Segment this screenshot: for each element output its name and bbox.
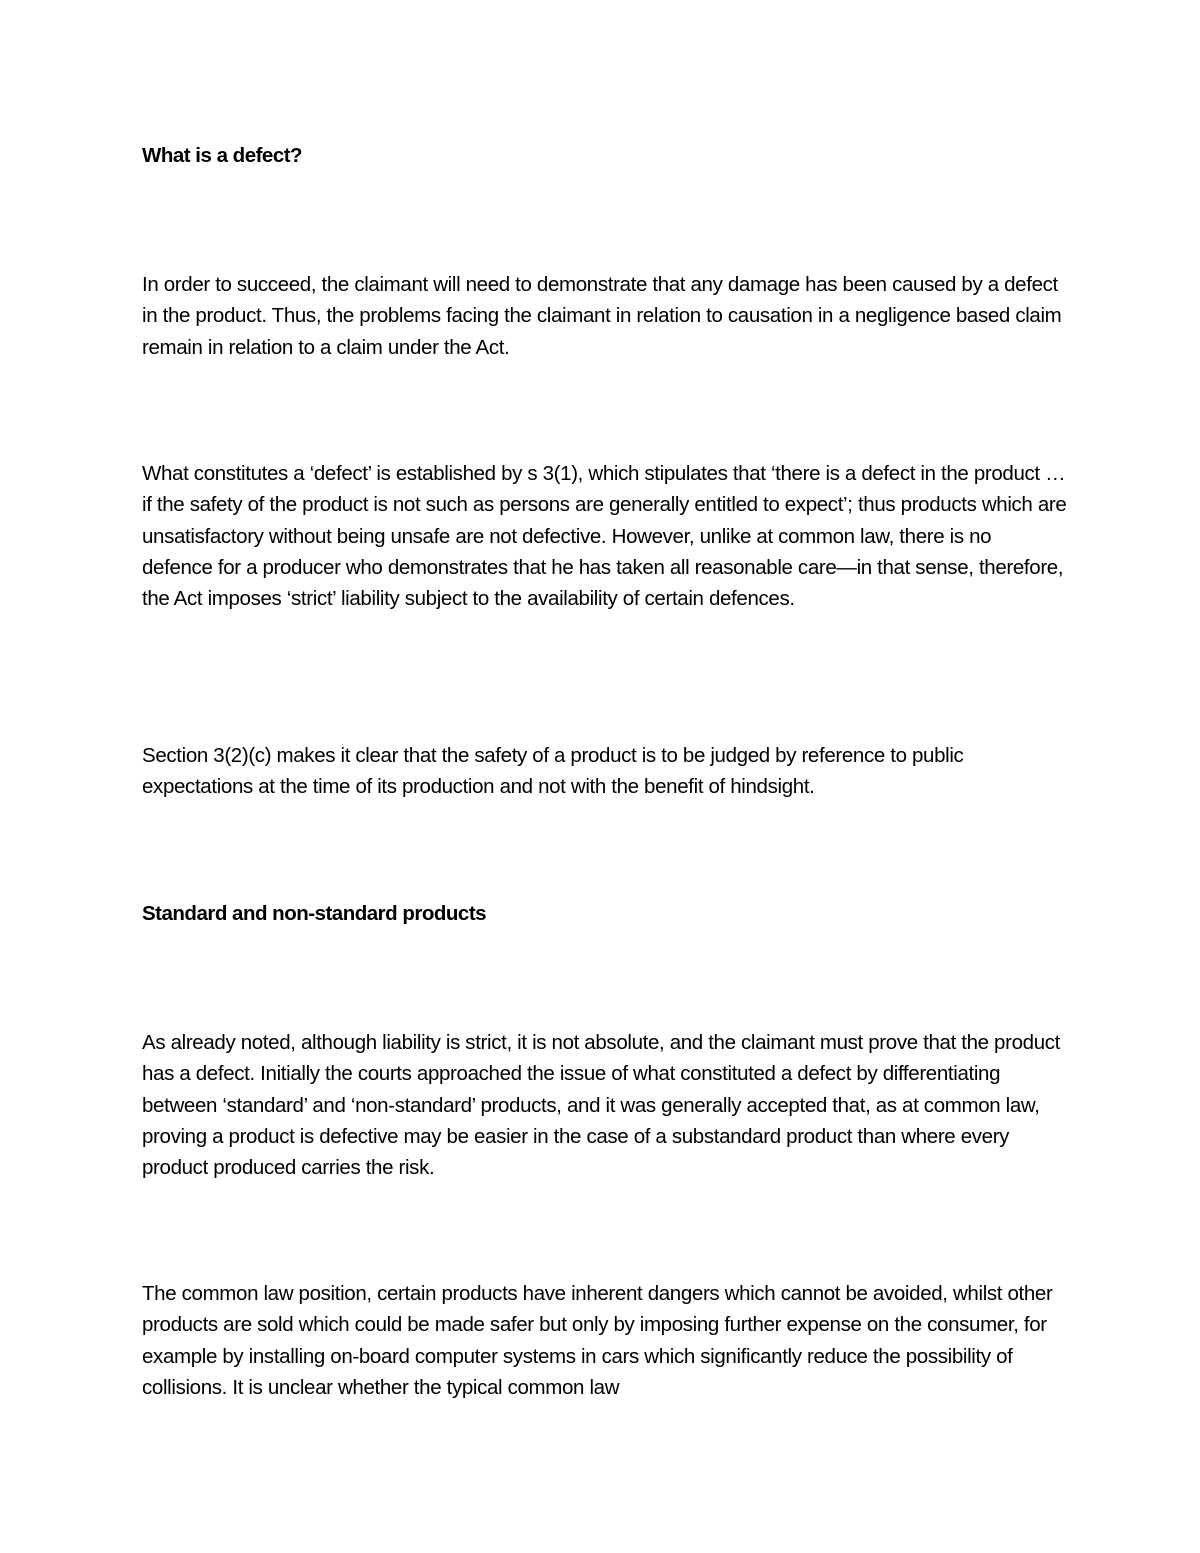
heading-what-is-a-defect: What is a defect? <box>142 144 303 167</box>
paragraph-causation: In order to succeed, the claimant will need to demonstrate that any damage has been caused by a defect in the product. Thus, the problems facing the claimant in relation to causation in a negligence based claim remain in relation to a claim under the Act. <box>142 273 1062 359</box>
paragraph-common-law-position: The common law position, certain products have inherent dangers which cannot be avoided, whilst other products are sold which could be made safer but only by imposing further expense on the consumer, for example by installing on-board computer systems in cars which significantly reduce the possibility of collisions. It is unclear whether the typical common law <box>142 1282 1053 1399</box>
paragraph-section-3-2-c: Section 3(2)(c) makes it clear that the safety of a product is to be judged by reference to public expectations at the time of its production and not with the benefit of hindsight. <box>142 744 964 799</box>
paragraph-standard-products: As already noted, although liability is strict, it is not absolute, and the claimant must prove that the product has a defect. Initially the courts approached the issue of what constituted a defect by differentiating between ‘standard’ and ‘non-standard’ products, and it was generally accepted that, as at common law, proving a product is defective may be easier in the case of a substandard product than where every product produced carries the risk. <box>142 1031 1060 1180</box>
heading-standard-products: Standard and non-standard products <box>142 902 487 925</box>
paragraph-defect-definition: What constitutes a ‘defect’ is established by s 3(1), which stipulates that ‘there is a defect in the product … if the safety of the product is not such as persons are generally entitled to expect’; thus products which are unsatisfactory without being unsafe are not defective. However, unlike at common law, there is no defence for a producer who demonstrates that he has taken all reasonable care—in that sense, therefore, the Act imposes ‘strict’ liability subject to the availability of certain defences. <box>142 462 1067 611</box>
